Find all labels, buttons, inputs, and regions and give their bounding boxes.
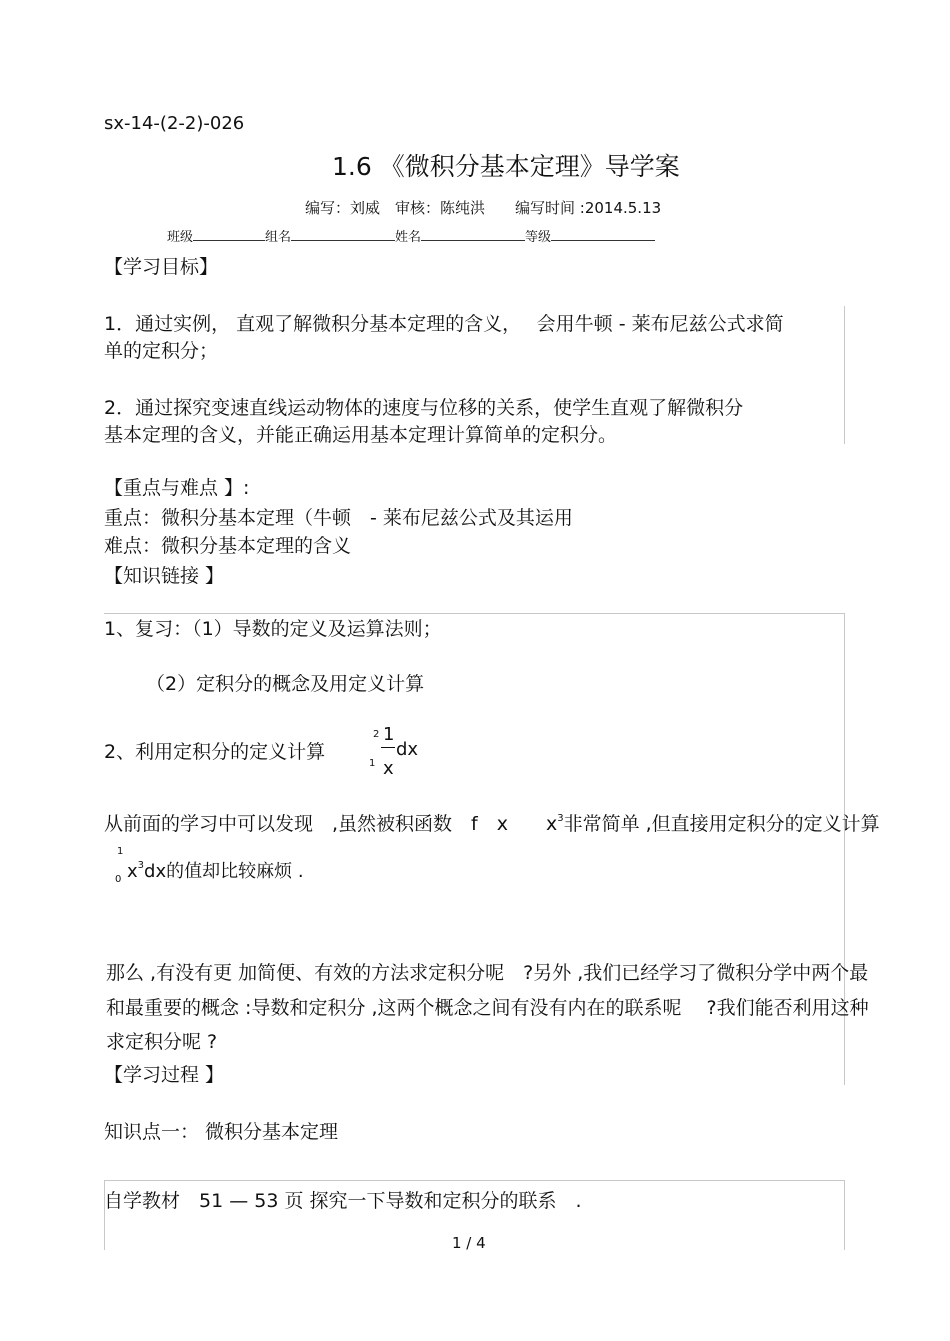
section-process-heading: 【学习过程 】 xyxy=(104,1064,225,1086)
group-blank[interactable] xyxy=(291,226,395,241)
goal-2-line-2: 基本定理的含义，并能正确运用基本定理计算简单的定积分。 xyxy=(104,424,618,446)
integral-2-lower: 0 xyxy=(115,874,122,885)
section-goals-heading: 【学习目标】 xyxy=(104,256,219,278)
fraction-bar xyxy=(381,747,395,748)
paragraph-1-line-1 xyxy=(104,809,880,836)
page-number: 1 / 4 xyxy=(452,1234,486,1252)
integral-1-dx: dx xyxy=(396,739,419,760)
doc-code: sx-14-(2-2)-026 xyxy=(104,113,245,134)
review-item-2: （2）定积分的概念及用定义计算 xyxy=(146,673,425,695)
integral-1-upper: 2 xyxy=(373,729,380,740)
knowledge-point-1: 知识点一： 微积分基本定理 xyxy=(104,1121,339,1143)
integral-2-body xyxy=(127,857,304,883)
page-title: 1.6 《微积分基本定理》导学案 xyxy=(332,152,680,181)
class-label: 班级 xyxy=(167,230,194,245)
integral-1-lower: 1 xyxy=(369,758,376,769)
name-label: 姓名 xyxy=(395,230,422,245)
section-keypoints-heading: 【重点与难点 】: xyxy=(104,477,250,499)
calc-prompt: 2、利用定积分的定义计算 xyxy=(104,741,326,763)
goal-1-line-2: 单的定积分； xyxy=(104,340,219,362)
goal-1-line-1: 1．通过实例， 直观了解微积分基本定理的含义， 会用牛顿 - 莱布尼兹公式求简 xyxy=(104,313,784,335)
self-study-instruction: 自学教材 51 — 53 页 探究一下导数和定积分的联系 . xyxy=(104,1190,582,1212)
paragraph-1-part-b: 非常简单 ,但直接用定积分的定义计算 xyxy=(563,813,880,835)
paragraph-2-line-2: 和最重要的概念 :导数和定积分 ,这两个概念之间有没有内在的联系呢 ?我们能否利用这种 xyxy=(106,997,869,1019)
group-label: 组名 xyxy=(265,230,292,245)
process-box-right-border xyxy=(844,1180,845,1250)
class-blank[interactable] xyxy=(193,226,265,241)
integral-2-rest: dx的值却比较麻烦 . xyxy=(144,861,304,882)
paragraph-2-line-3: 求定积分呢 ? xyxy=(106,1031,218,1053)
process-box-top-border xyxy=(104,1180,845,1181)
section-links-heading: 【知识链接 】 xyxy=(104,565,225,587)
paragraph-1-part-a: 从前面的学习中可以发现 ,虽然被积函数 f x x xyxy=(104,813,558,835)
name-blank[interactable] xyxy=(421,226,525,241)
integral-2-upper: 1 xyxy=(117,846,124,857)
exponent-3: 3 xyxy=(557,813,564,824)
integral-1-denominator: x xyxy=(383,758,394,779)
grade-blank[interactable] xyxy=(551,226,655,241)
focus-point: 重点：微积分基本定理（牛顿 - 莱布尼兹公式及其运用 xyxy=(104,507,573,529)
grade-label: 等级 xyxy=(525,230,552,245)
author-meta: 编写：刘威 审核：陈纯洪 编写时间 :2014.5.13 xyxy=(305,199,662,217)
student-info-form xyxy=(167,226,655,245)
integral-1-numerator: 1 xyxy=(383,724,395,745)
paragraph-2-line-1: 那么 ,有没有更 加简便、有效的方法求定积分呢 ?另外 ,我们已经学习了微积分学中两个最 xyxy=(106,962,869,984)
difficulty-point: 难点：微积分基本定理的含义 xyxy=(104,535,352,557)
integral-2-x: x xyxy=(127,861,138,882)
goal-2-line-1: 2．通过探究变速直线运动物体的速度与位移的关系，使学生直观了解微积分 xyxy=(104,397,744,419)
review-item-1: 1、复习：（1）导数的定义及运算法则； xyxy=(104,618,442,640)
goals-box-border xyxy=(844,306,845,444)
integral-2-exponent: 3 xyxy=(137,860,145,871)
